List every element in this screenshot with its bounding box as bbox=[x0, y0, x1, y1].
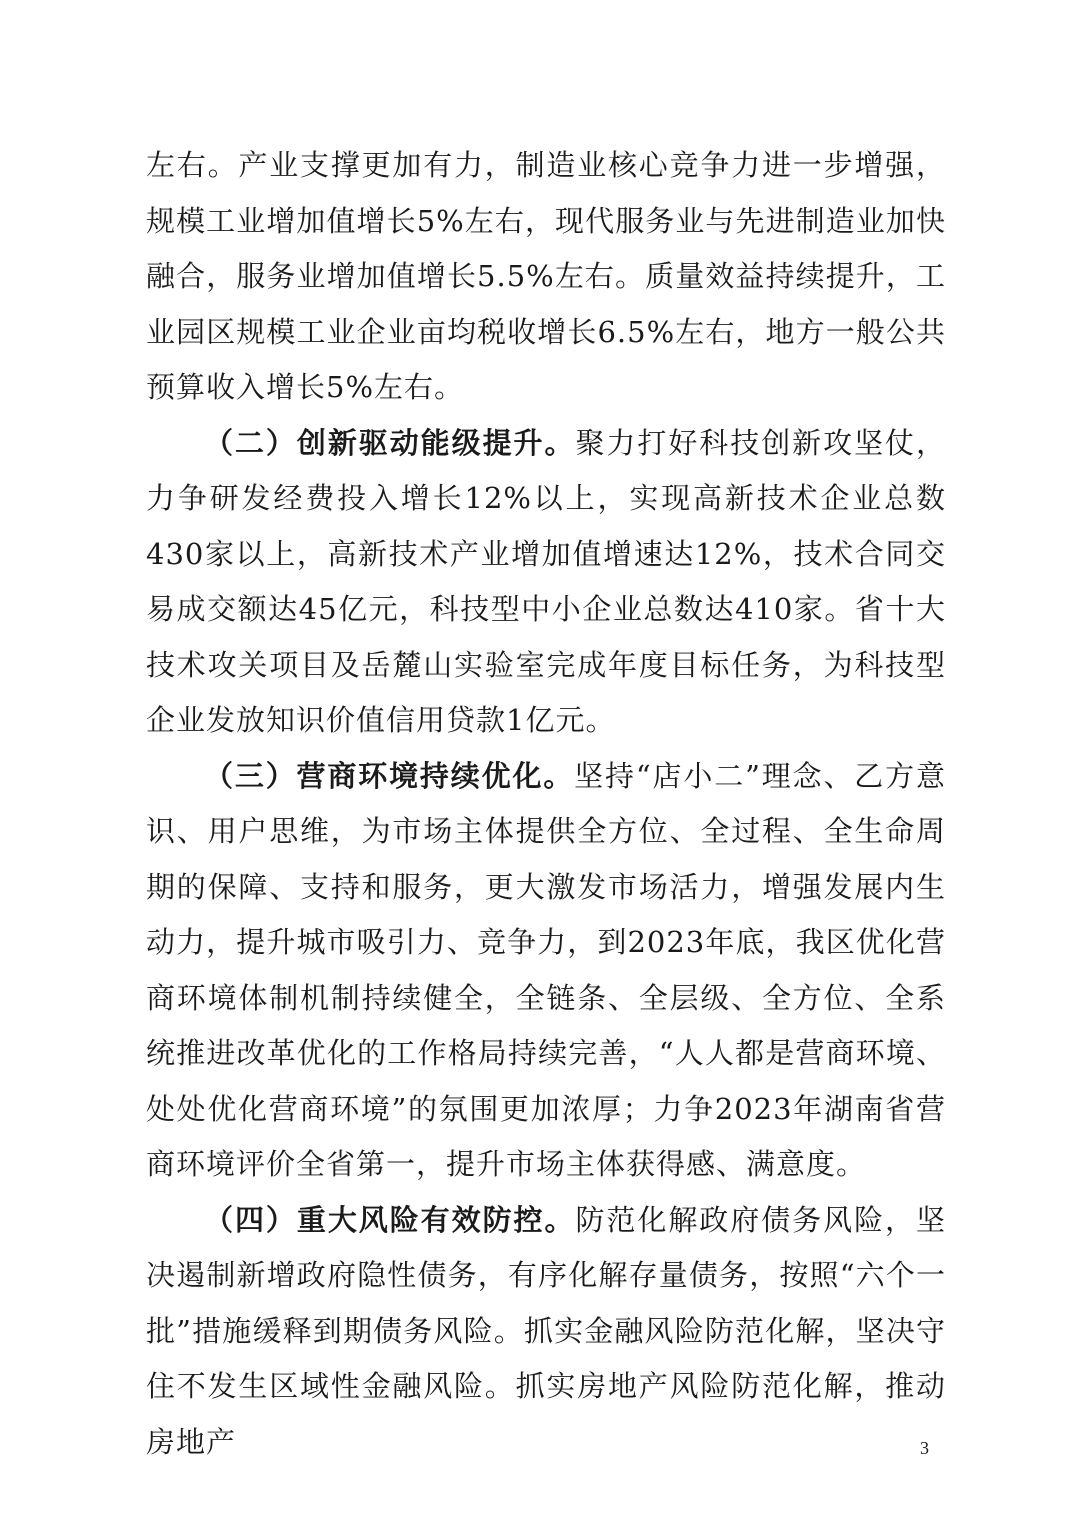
section-heading: （四）重大风险有效防控。 bbox=[204, 1202, 576, 1237]
paragraph-risk-control bbox=[146, 1193, 946, 1471]
paragraph-text: 左右。产业支撑更加有力，制造业核心竞争力进一步增强，规模工业增加值增长5%左右，现代服务业与先进制造业加快融合，服务业增加值增长5.5%左右。质量效益持续提升，工业园区规模工业企业亩均税收增长6.5%左右，地方一般公共预算收入增长5%左右。 bbox=[146, 148, 946, 404]
section-heading: （三）营商环境持续优化。 bbox=[204, 758, 575, 793]
paragraph-text: 坚持“店小二”理念、乙方意识、用户思维，为市场主体提供全方位、全过程、全生命周期的保障、支持和服务，更大激发市场活力，增强发展内生动力，提升城市吸引力、竞争力，到2023年底，我区优化营商环境体制机制持续健全，全链条、全层级、全方位、全系统推进改革优化的工作格局持续完善，“人人都是营商环境、处处优化营商环境”的氛围更加浓厚；力争2023年湖南省营商环境评价全省第一，提升市场主体获得感、满意度。 bbox=[146, 758, 946, 1181]
paragraph-continuation bbox=[146, 138, 946, 416]
paragraph-business-environment bbox=[146, 749, 946, 1193]
document-body bbox=[146, 138, 946, 1470]
section-heading: （二）创新驱动能级提升。 bbox=[204, 425, 576, 460]
paragraph-innovation bbox=[146, 416, 946, 749]
paragraph-text: 防范化解政府债务风险，坚决遏制新增政府隐性债务，有序化解存量债务，按照“六个一批”措施缓释到期债务风险。抓实金融风险防范化解，坚决守住不发生区域性金融风险。抓实房地产风险防范化解，推动房地产 bbox=[146, 1202, 946, 1459]
page-number: 3 bbox=[920, 1438, 929, 1458]
paragraph-text: 聚力打好科技创新攻坚仗，力争研发经费投入增长12%以上，实现高新技术企业总数430家以上，高新技术产业增加值增速达12%，技术合同交易成交额达45亿元，科技型中小企业总数达410家。省十大技术攻关项目及岳麓山实验室完成年度目标任务，为科技型企业发放知识价值信用贷款1亿元。 bbox=[146, 425, 946, 737]
